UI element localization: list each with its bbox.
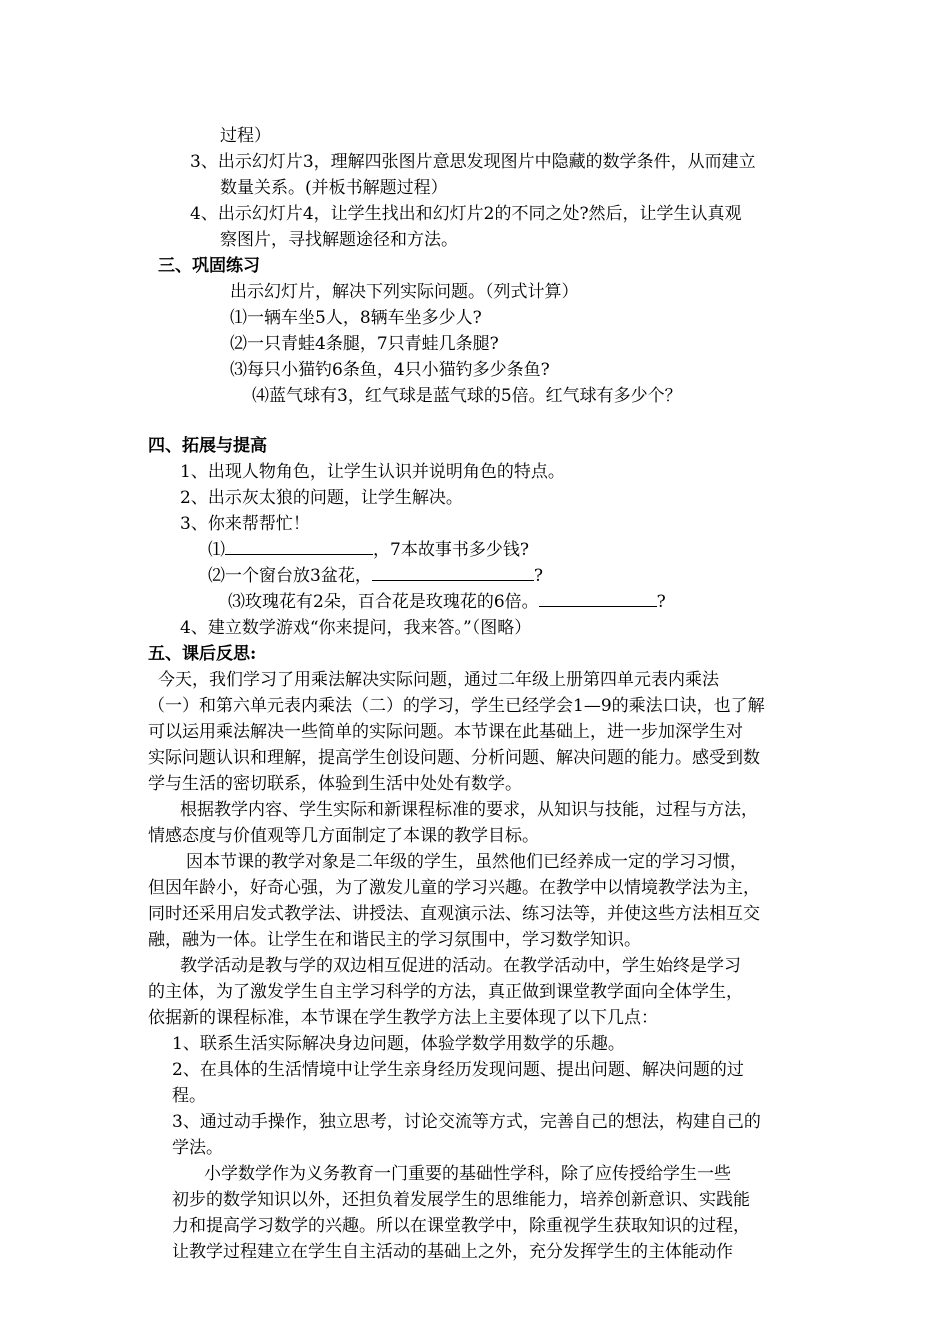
section-heading: 四、拓展与提高 xyxy=(148,436,267,456)
text-line: 让教学过程建立在学生自主活动的基础上之外，充分发挥学生的主体能动作 xyxy=(172,1242,733,1262)
text-line: 1、联系生活实际解决身边问题，体验学数学用数学的乐趣。 xyxy=(172,1034,625,1054)
text-line xyxy=(208,563,543,589)
text-line: 程。 xyxy=(172,1086,206,1106)
text-line: 2、出示灰太狼的问题，让学生解决。 xyxy=(180,488,463,508)
text-line: 教学活动是教与学的双边相互促进的活动。在教学活动中，学生始终是学习 xyxy=(180,956,741,976)
item-text: ? xyxy=(533,566,543,586)
text-line: 出示幻灯片，解决下列实际问题。（列式计算） xyxy=(230,282,579,302)
text-line: 学法。 xyxy=(172,1138,223,1158)
text-line: ⑴一辆车坐5人，8辆车坐多少人? xyxy=(230,308,482,328)
section-heading: 三、巩固练习 xyxy=(158,256,260,276)
text-line: ⑷蓝气球有3，红气球是蓝气球的5倍。红气球有多少个？ xyxy=(252,386,682,406)
text-line: 初步的数学知识以外，还担负着发展学生的思维能力，培养创新意识、实践能 xyxy=(172,1190,750,1210)
text-line: 3、你来帮帮忙！ xyxy=(180,514,310,534)
text-line: ⑶每只小猫钓6条鱼，4只小猫钓多少条鱼? xyxy=(230,360,550,380)
answer-blank xyxy=(539,589,657,607)
answer-blank xyxy=(225,537,373,555)
text-line: 3、通过动手操作，独立思考，讨论交流等方式，完善自己的想法，构建自己的 xyxy=(172,1112,761,1132)
text-line: 过程） xyxy=(220,126,271,146)
text-line: 的主体，为了激发学生自主学习科学的方法，真正做到课堂教学面向全体学生， xyxy=(148,982,743,1002)
text-line: 1、出现人物角色，让学生认识并说明角色的特点。 xyxy=(180,462,565,482)
text-line: 2、在具体的生活情境中让学生亲身经历发现问题、提出问题、解决问题的过 xyxy=(172,1060,744,1080)
text-line: 情感态度与价值观等几方面制定了本课的教学目标。 xyxy=(148,826,539,846)
text-line: 3、出示幻灯片3，理解四张图片意思发现图片中隐藏的数学条件，从而建立 xyxy=(190,152,756,172)
text-line: 依据新的课程标准，本节课在学生教学方法上主要体现了以下几点： xyxy=(148,1008,658,1028)
section-heading: 五、课后反思: xyxy=(148,644,257,664)
item-text: ，7本故事书多少钱? xyxy=(373,540,529,560)
item-text: ⑵一个窗台放3盆花， xyxy=(208,566,372,586)
item-text: ⑶玫瑰花有2朵，百合花是玫瑰花的6倍。 xyxy=(228,592,539,612)
text-line: 4、出示幻灯片4，让学生找出和幻灯片2的不同之处?然后，让学生认真观 xyxy=(190,204,742,224)
item-number: ⑴ xyxy=(208,540,225,560)
text-line: 可以运用乘法解决一些简单的实际问题。本节课在此基础上，进一步加深学生对 xyxy=(148,722,743,742)
text-line: 因本节课的教学对象是二年级的学生，虽然他们已经养成一定的学习习惯， xyxy=(186,852,747,872)
text-line: （一）和第六单元表内乘法（二）的学习，学生已经学会1—9的乘法口诀，也了解 xyxy=(148,696,765,716)
text-line: 根据教学内容、学生实际和新课程标准的要求，从知识与技能，过程与方法， xyxy=(180,800,758,820)
text-line: 同时还采用启发式教学法、讲授法、直观演示法、练习法等，并使这些方法相互交 xyxy=(148,904,760,924)
text-line: 察图片，寻找解题途径和方法。 xyxy=(220,230,458,250)
text-line: 数量关系。(并板书解题过程） xyxy=(220,178,448,198)
text-line: ⑵一只青蛙4条腿，7只青蛙几条腿? xyxy=(230,334,499,354)
text-line: 实际问题认识和理解，提高学生创设问题、分析问题、解决问题的能力。感受到数 xyxy=(148,748,760,768)
text-line: 4、建立数学游戏“你来提问，我来答。”（图略） xyxy=(180,618,532,638)
text-line: 但因年龄小，好奇心强，为了激发儿童的学习兴趣。在教学中以情境教学法为主， xyxy=(148,878,760,898)
text-line xyxy=(228,589,666,615)
text-line xyxy=(208,537,529,563)
text-line: 今天，我们学习了用乘法解决实际问题，通过二年级上册第四单元表内乘法 xyxy=(158,670,719,690)
text-line: 融，融为一体。让学生在和谐民主的学习氛围中，学习数学知识。 xyxy=(148,930,641,950)
item-text: ? xyxy=(656,592,666,612)
text-line: 学与生活的密切联系，体验到生活中处处有数学。 xyxy=(148,774,522,794)
text-line: 力和提高学习数学的兴趣。所以在课堂教学中，除重视学生获取知识的过程， xyxy=(172,1216,750,1236)
text-line: 小学数学作为义务教育一门重要的基础性学科，除了应传授给学生一些 xyxy=(204,1164,731,1184)
answer-blank xyxy=(372,563,534,581)
